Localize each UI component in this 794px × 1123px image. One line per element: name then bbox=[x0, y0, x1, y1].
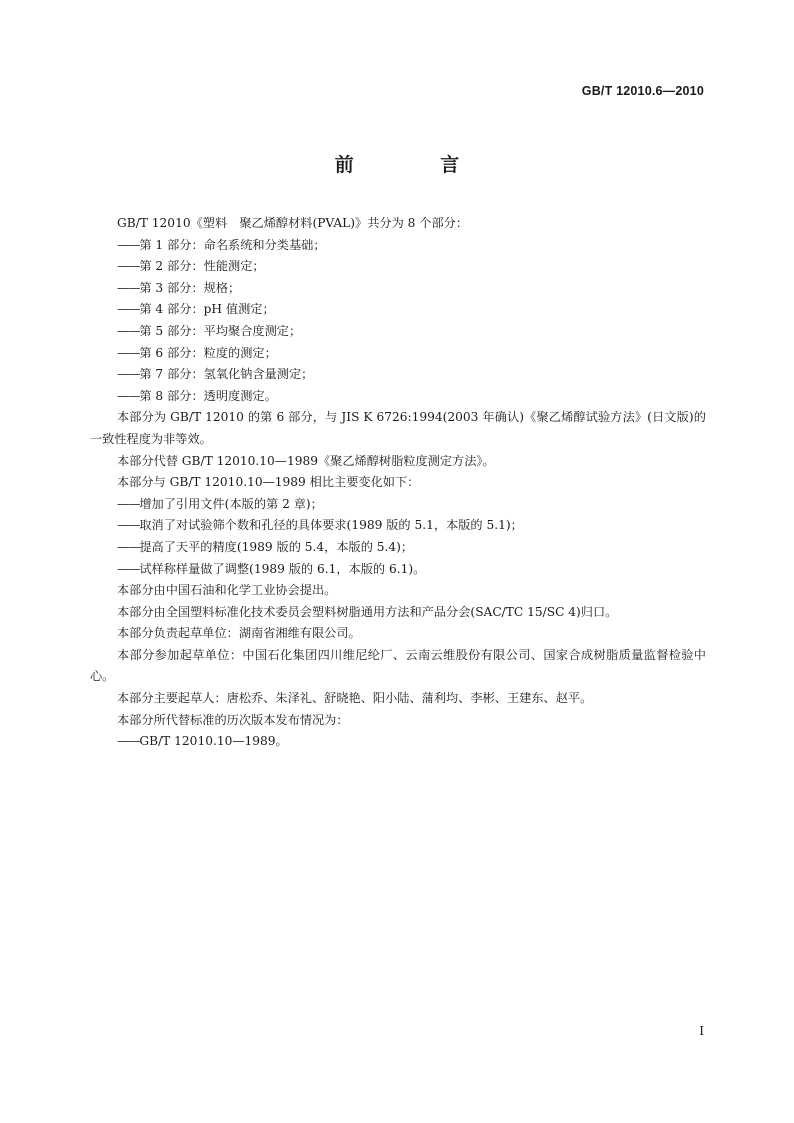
part-list-item: —— 第 4 部分：pH 值测定； bbox=[90, 299, 706, 321]
replaces-paragraph: 本部分代替 GB/T 12010.10—1989《聚乙烯醇树脂粒度测定方法》。 bbox=[117, 453, 495, 468]
part-list-item: —— 第 7 部分：氢氧化钠含量测定； bbox=[90, 364, 706, 386]
standard-code: GB/T 12010.6—2010 bbox=[581, 84, 704, 98]
change-list-item: —— 取消了对试验筛个数和孔径的具体要求(1989 版的 5.1，本版的 5.1)； bbox=[90, 515, 706, 537]
drafters-paragraph: 本部分主要起草人：唐松乔、朱泽礼、舒晓艳、阳小陆、蒲利均、李彬、王建东、赵平。 bbox=[117, 691, 593, 706]
change-list-item: —— 试样称样量做了调整(1989 版的 6.1，本版的 6.1)。 bbox=[90, 559, 706, 581]
part-list-item: —— 第 6 部分：粒度的测定； bbox=[90, 343, 706, 365]
page-number: I bbox=[699, 1024, 704, 1038]
history-intro-paragraph: 本部分所代替标准的历次版本发布情况为： bbox=[117, 712, 349, 727]
equivalence-paragraph: 本部分为 GB/T 12010 的第 6 部分，与 JIS K 6726:1994(2003 年确认)《聚乙烯醇试验方法》(日文版)的一致性程度为非等效。 bbox=[90, 410, 706, 446]
change-list-item: —— 增加了引用文件(本版的第 2 章)； bbox=[90, 494, 706, 516]
proposed-by-paragraph: 本部分由中国石油和化学工业协会提出。 bbox=[117, 583, 337, 598]
history-list-item: —— GB/T 12010.10—1989。 bbox=[90, 731, 706, 753]
changes-intro-paragraph: 本部分与 GB/T 12010.10—1989 相比主要变化如下： bbox=[117, 475, 420, 490]
drafting-unit-paragraph: 本部分负责起草单位：湖南省湘维有限公司。 bbox=[117, 626, 361, 641]
part-list-item: —— 第 5 部分：平均聚合度测定； bbox=[90, 321, 706, 343]
part-list-item: —— 第 1 部分：命名系统和分类基础； bbox=[90, 235, 706, 257]
foreword-body bbox=[90, 213, 706, 753]
part-list-item: —— 第 3 部分：规格； bbox=[90, 278, 706, 300]
centralized-by-paragraph: 本部分由全国塑料标准化技术委员会塑料树脂通用方法和产品分会(SAC/TC 15/SC 4)归口。 bbox=[117, 604, 618, 619]
participating-units-paragraph: 本部分参加起草单位：中国石化集团四川维尼纶厂、云南云维股份有限公司、国家合成树脂质量监督检验中心。 bbox=[90, 647, 706, 684]
page-title: 前 言 bbox=[334, 154, 500, 176]
intro-paragraph: GB/T 12010《塑料 聚乙烯醇材料(PVAL)》共分为 8 个部分： bbox=[117, 216, 469, 230]
part-list-item: —— 第 8 部分：透明度测定。 bbox=[90, 386, 706, 408]
part-list-item: —— 第 2 部分：性能测定； bbox=[90, 256, 706, 278]
change-list-item: —— 提高了天平的精度(1989 版的 5.4，本版的 5.4)； bbox=[90, 537, 706, 559]
